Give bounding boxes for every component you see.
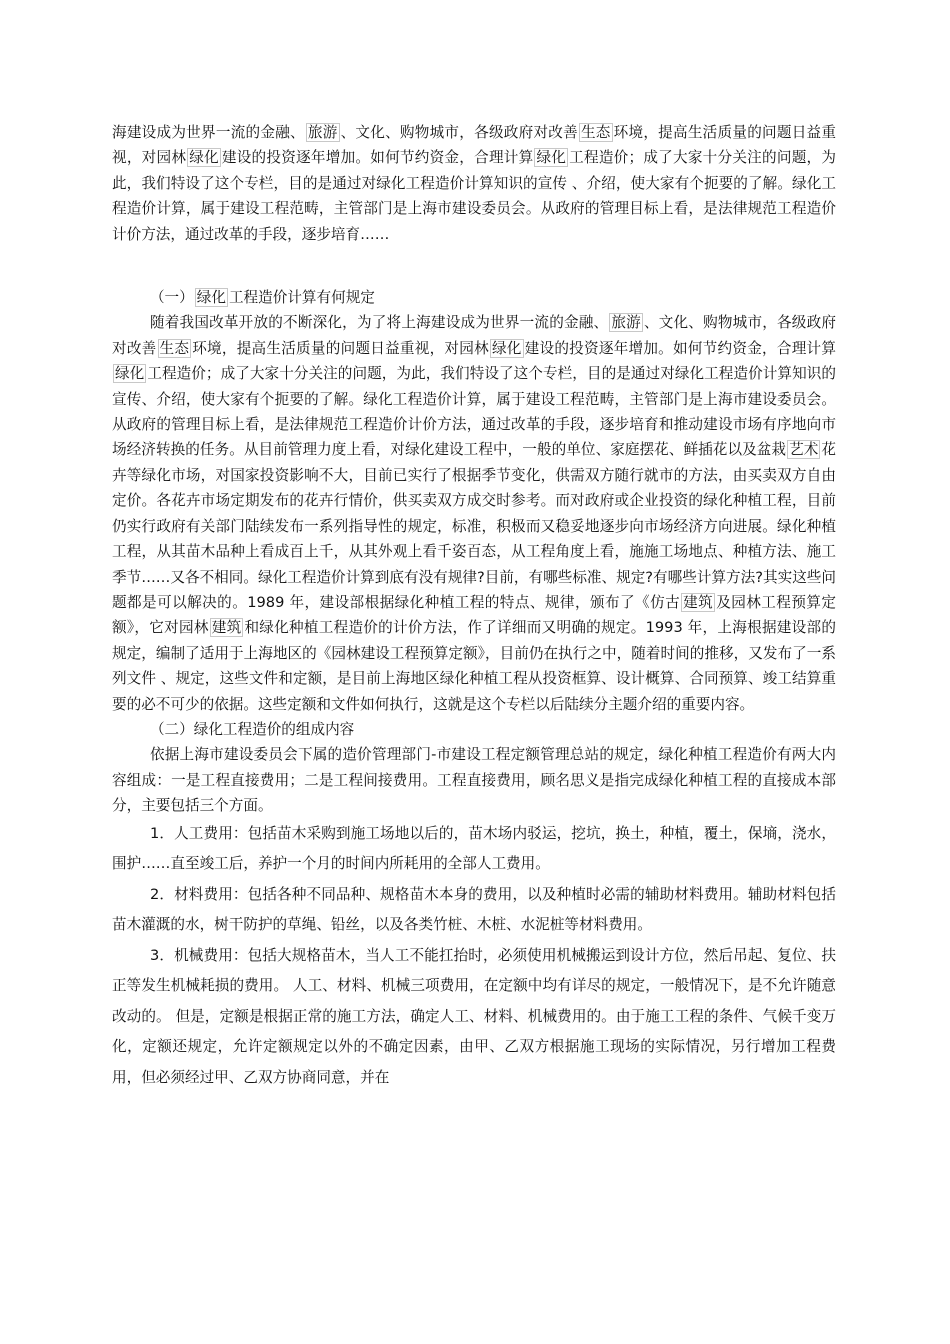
keyword-link[interactable]: 旅游 <box>611 314 641 332</box>
section-2-paragraph: 依据上海市建设委员会下属的造价管理部门-市建设工程定额管理总站的规定，绿化种植工程造价有两大内容组成：一是工程直接费用；二是工程间接费用。工程直接费用，顾名思义是指完成绿化种植工程的直接成本部分，主要包括三个方面。 <box>112 746 836 815</box>
text-run: 工程造价；成了大家十分关注的问题，为此，我们特设了这个专栏，目的是通过对绿化工程造价计算知识的宣传、介绍，使大家有个扼要的了解。绿化工程造价计算，属于建设工程范畴，主管部门是上海市建设委员会。从政府的管理目标上看，是法律规范工程造价计价方法，通过改革的手段，逐步培育和推动建设市场有序地向市场经济转换的任务。从目前管理力度上看，对绿化建设工程中，一般的单位、家庭摆花、鲜插花以及盆栽 <box>112 365 836 459</box>
heading-text: 工程造价计算有何规定 <box>228 289 375 307</box>
keyword-link[interactable]: 生态 <box>580 124 611 141</box>
keyword-link[interactable]: 绿化 <box>196 289 226 307</box>
text-run: 、文化、购物城市，各级政府对改善 <box>340 124 578 141</box>
keyword-link[interactable]: 建筑 <box>683 593 714 611</box>
keyword-link[interactable]: 绿化 <box>189 149 219 167</box>
list-item-machinery: 3．机械费用：包括大规格苗木，当人工不能扛抬时，必须使用机械搬运到设计方位，然后吊起、复位、扶正等发生机械耗损的费用。 人工、材料、机械三项费用，在定额中均有详尽的规定，一般情况下，是不允许随意改动的。 但是，定额是根据正常的施工方法，确定人工、材料、机械费用的。由于施工工程的条件、气候千变万化，定额还规定，允许定额规定以外的不确定因素，由甲、乙双方根据施工现场的实际情况，另行增加工程费用，但必须经过甲、乙双方协商同意，并在 <box>112 946 836 1086</box>
text-run: 及园林工程预算定额》，它对园林 <box>112 593 836 637</box>
keyword-link[interactable]: 旅游 <box>307 124 338 141</box>
text-run: 和绿化种植工程造价的计价方法，作了详细而又明确的规定。1993 年，上海根据建设部的规定，编制了适用于上海地区的《园林建设工程预算定额》，目前仍在执行之中，随着时间的推移，又发布了一系列文件 、规定，这些文件和定额，是目前上海地区绿化种植工程从投资框算、设计概算、合同预算、竣工结算重要的必不可少的依据。这些定额和文件如何执行，这就是这个专栏以后陆续分主题介绍的重要内容。 <box>112 619 836 713</box>
section-2-heading: （二）绿化工程造价的组成内容 <box>149 720 355 738</box>
list-item-materials: 2．材料费用：包括各种不同品种、规格苗木本身的费用，以及种植时必需的辅助材料费用。辅助材料包括苗木灌溉的水，树干防护的草绳、铅丝，以及各类竹桩、木桩、水泥桩等材料费用。 <box>112 885 836 934</box>
text-run: 工程造价；成了大家十分关注的问题，为此，我们特设了这个专栏，目的是通过对绿化工程造价计算知识的宣传 、介绍，使大家有个扼要的了解。绿化工程造价计算，属于建设工程范畴，主管部门是上海市建设委员会。从政府的管理目标上看，是法律规范工程造价计价方法，通过改革的手段，逐步培育…… <box>112 149 836 243</box>
text-run: 建设的投资逐年增加。如何节约资金，合理计算 <box>524 339 836 357</box>
list-item-labor: 1．人工费用：包括苗木采购到施工场地以后的，苗木场内驳运，挖坑，换土，种植，覆土，保墒，浇水，围护……直至竣工后，养护一个月的时间内所耗用的全部人工费用。 <box>112 824 836 873</box>
text-run: 环境，提高生活质量的问题日益重视，对园林 <box>192 339 489 357</box>
keyword-link[interactable]: 绿化 <box>536 149 567 167</box>
heading-prefix: （一） <box>149 289 194 307</box>
text-run: 环境，提高生活质量的问题日益重视，对园林 <box>112 124 836 167</box>
keyword-link[interactable]: 建筑 <box>211 619 242 637</box>
section-1-paragraph <box>112 310 836 717</box>
keyword-link[interactable]: 绿化 <box>491 339 522 357</box>
text-run: 建设的投资逐年增加。如何节约资金，合理计算 <box>221 149 534 167</box>
section-1-heading <box>112 285 836 310</box>
document-page <box>112 120 836 1093</box>
text-run: 花卉等绿化市场，对国家投资影响不大，目前已实行了根据季节变化，供需双方随行就市的方法，由买卖双方自由定价。各花卉市场定期发布的花卉行情价，供买卖双方成交时参考。而对政府或企业投资的绿化种植工程，目前仍实行政府有关部门陆续发布一系列指导性的规定，标准，积极而又稳妥地逐步向市场经济方向进展。绿化种植工程，从其苗木品种上看成百上千，从其外观上看千姿百态，从工程角度上看，施施工场地点、种植方法、施工季节……又各不相同。绿化工程造价计算到底有没有规律?目前，有哪些标准、规定?有哪些计算方法?其实这些问题都是可以解决的。1989 年，建设部根据绿化种植工程的特点、规律，颁布了《仿古 <box>112 441 836 611</box>
keyword-link[interactable]: 生态 <box>159 339 190 357</box>
intro-paragraph <box>112 120 836 247</box>
keyword-link[interactable]: 绿化 <box>115 365 145 383</box>
text-run: 、文化、购物城市，各级政府对改善 <box>112 314 836 357</box>
keyword-link[interactable]: 艺术 <box>789 441 819 459</box>
text-run: 随着我国改革开放的不断深化，为了将上海建设成为世界一流的金融、 <box>149 314 609 332</box>
text-run: 海建设成为世界一流的金融、 <box>112 124 305 141</box>
